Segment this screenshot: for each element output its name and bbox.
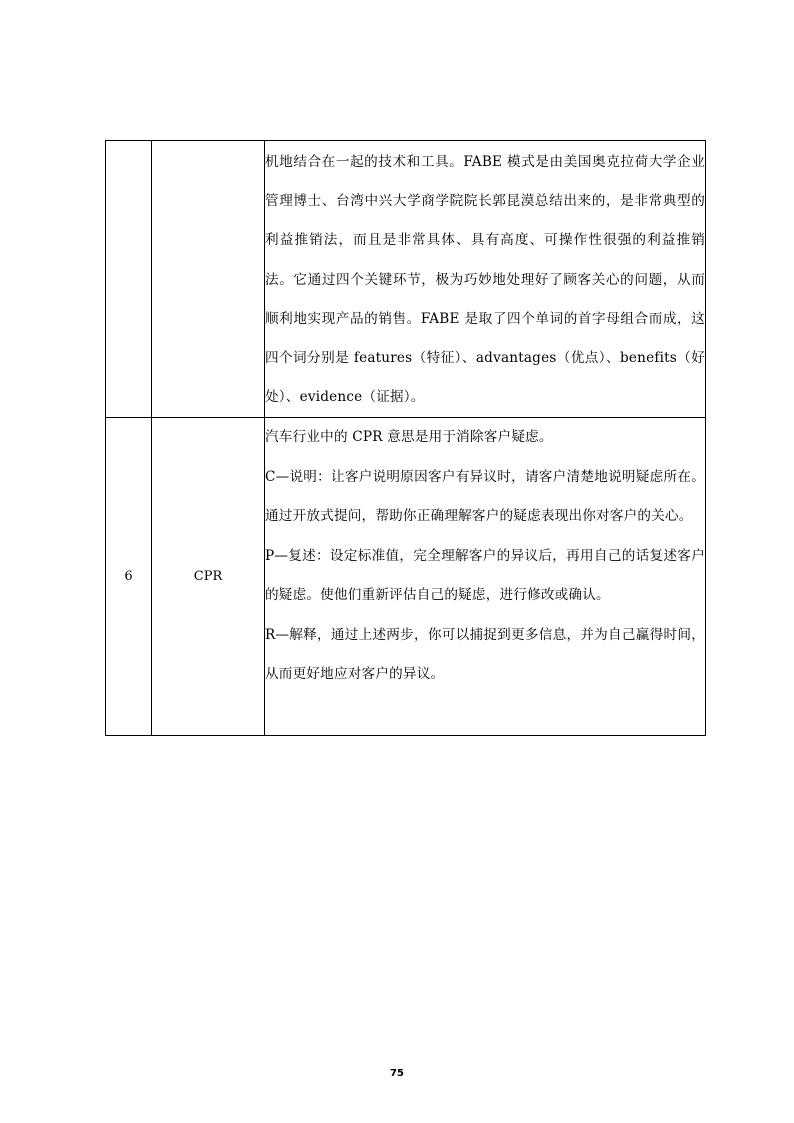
description-paragraph: 汽车行业中的 CPR 意思是用于消除客户疑虑。: [265, 429, 553, 446]
description-paragraph: 机地结合在一起的技术和工具。FABE 模式是由美国奥克拉荷大学企业管理博士、台湾中兴大学商学院院长郭昆漠总结出来的，是非常典型的利益推销法，而且是非常具体、具有高度、可操作性很强的利益推销法。它通过四个关键环节，极为巧妙地处理好了顾客关心的问题，从而顺利地实现产品的销售。FABE 是取了四个单词的首字母组合而成，这四个词分别是 features（特征）、advantages（优点）、benefits（好处）、evidence（证据）。: [265, 154, 705, 406]
page-number: 75: [390, 1068, 404, 1079]
row-number-cell: 6: [106, 418, 152, 736]
row-number-cell: [106, 141, 152, 418]
description-paragraph: C—说明：让客户说明原因客户有异议时，请客户清楚地说明疑虑所在。通过开放式提问，帮助你正确理解客户的疑虑表现出你对客户的关心。: [265, 468, 705, 525]
term-cell: CPR: [152, 418, 265, 736]
description-cell: [265, 141, 706, 418]
table-row: [106, 418, 706, 736]
table-row: [106, 141, 706, 418]
description-paragraph: P—复述：设定标准值，完全理解客户的异议后，再用自己的话复述客户的疑虑。使他们重新评估自己的疑虑，进行修改或确认。: [265, 547, 705, 604]
term-cell: [152, 141, 265, 418]
content-table: [105, 140, 706, 736]
description-paragraph: R—解释，通过上述两步，你可以捕捉到更多信息，并为自己赢得时间，从而更好地应对客户的异议。: [265, 626, 705, 683]
description-cell: [265, 418, 706, 736]
